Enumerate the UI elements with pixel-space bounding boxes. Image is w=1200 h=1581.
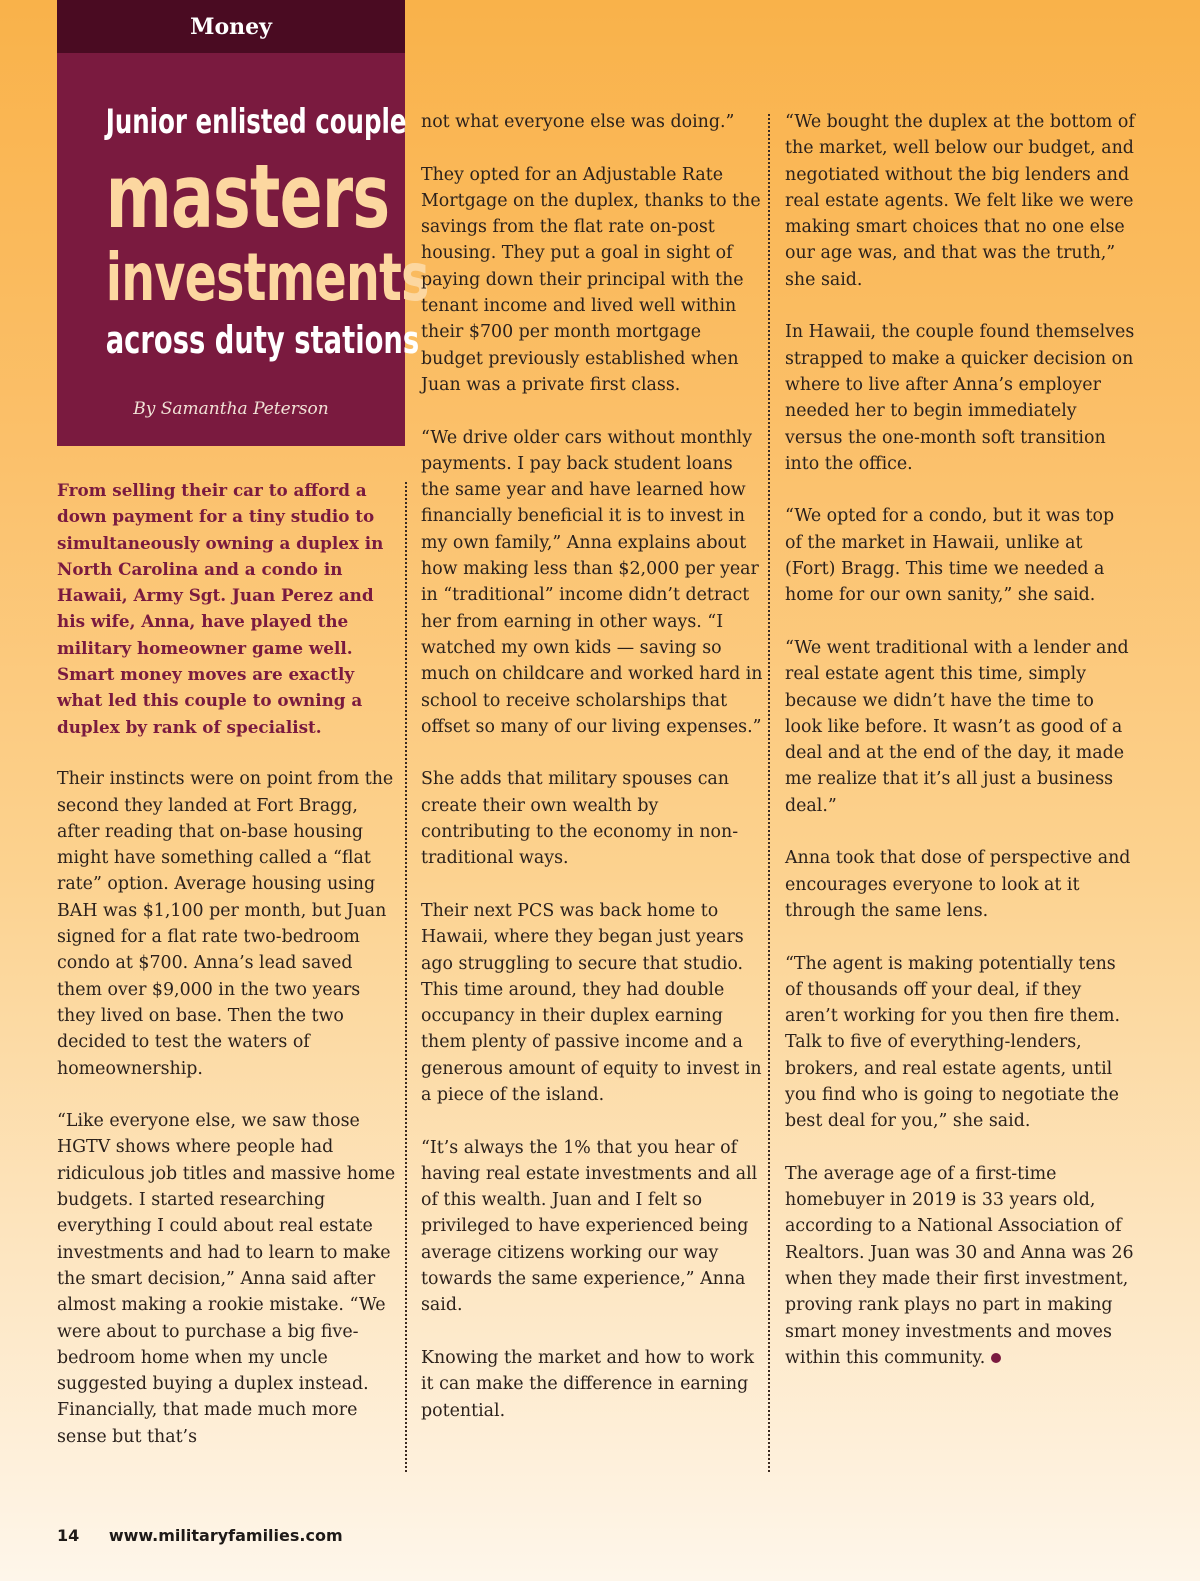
title-box	[57, 53, 429, 446]
body-paragraph: “The agent is making potentially tens of thousands off your deal, if they aren’t working for you then fire them. Talk to five of everything-lenders, brokers, and real estate agents, until you find who is going to negotiate the best deal for you,” she said.	[785, 953, 1121, 1132]
body-paragraph: “We went traditional with a lender and real estate agent this time, simply because we didn’t have the time to look like before. It wasn’t as good of a deal and at the end of the day, it made me realize that it’s all just a business deal.”	[785, 637, 1129, 816]
article-column-3	[785, 109, 1135, 1398]
headline-line-3: investments	[105, 239, 429, 316]
body-paragraph: In Hawaii, the couple found themselves strapped to make a quicker decision on where to live after Anna’s employer needed her to begin immediately versus the one-month soft transition into the office.	[785, 322, 1135, 474]
article-column-2	[421, 109, 766, 1450]
body-paragraph: “We opted for a condo, but it was top of the market in Hawaii, unlike at (Fort) Bragg. This time we needed a home for our own sanity,” she said.	[785, 506, 1115, 606]
body-paragraph: Their instincts were on point from the second they landed at Fort Bragg, after reading that on-base housing might have something called a “flat rate” option. Average housing using BAH was $1,100 per month, but Juan signed for a flat rate two-bedroom condo at $700. Anna’s lead saved them over $9,000 in the two years they lived on base. Then the two decided to test the waters of homeownership.	[57, 769, 394, 1079]
body-paragraph: “We bought the duplex at the bottom of the market, well below our budget, and negotiated without the big lenders and real estate agents. We felt like we were making smart choices that no one else our age was, and that was the truth,” she said.	[785, 112, 1135, 290]
page-footer	[57, 1526, 343, 1545]
column-divider	[768, 114, 770, 1472]
body-paragraph: Anna took that dose of perspective and encourages everyone to look at it through the same lens.	[785, 848, 1131, 921]
article-column-1	[57, 477, 402, 1476]
final-paragraph-text: The average age of a first-time homebuyer in 2019 is 33 years old, according to a National Association of Realtors. Juan was 30 and Anna was 26 when they made their first investment, proving rank plays no part in making smart money investments and moves within this community.	[785, 1163, 1134, 1368]
body-paragraph: “It’s always the 1% that you hear of having real estate investments and all of this wealth. Juan and I felt so privileged to have experienced being average citizens working our way towards the same experience,” Anna said.	[421, 1137, 758, 1316]
byline: By Samantha Peterson	[133, 399, 329, 419]
lede-paragraph: From selling their car to afford a down payment for a tiny studio to simultaneously owning a duplex in North Carolina and a condo in Hawaii, Army Sgt. Juan Perez and his wife, Anna, have played the military homeowner game well. Smart money moves are exactly what led this couple to owning a duplex by rank of specialist.	[57, 480, 384, 737]
body-paragraph: Their next PCS was back home to Hawaii, where they began just years ago struggling to secure that studio. This time around, they had double occupancy in their duplex earning them plenty of passive income and a generous amount of equity to invest in a piece of the island.	[421, 900, 762, 1105]
page-number: 14	[57, 1526, 80, 1545]
section-label: Money	[190, 13, 272, 40]
body-paragraph: Knowing the market and how to work it can make the difference in earning potential.	[421, 1347, 755, 1421]
final-paragraph	[785, 1161, 1135, 1371]
end-mark-icon	[991, 1353, 1001, 1363]
headline-line-1: Junior enlisted couple	[105, 102, 407, 142]
body-paragraph: They opted for an Adjustable Rate Mortgage on the duplex, thanks to the savings from the flat rate on-post housing. They put a goal in sight of paying down their principal with the tenant income and lived well within their $700 per month mortgage budget previously established when Juan was a private first class.	[421, 164, 761, 395]
section-tag	[57, 0, 405, 53]
body-paragraph: not what everyone else was doing.”	[421, 112, 735, 132]
column-divider	[405, 482, 407, 1472]
headline-line-4: across duty stations	[105, 318, 420, 362]
headline-line-2: masters	[105, 145, 390, 248]
body-paragraph: “We drive older cars without monthly payments. I pay back student loans the same year and have learned how financially beneficial it is to invest in my own family,” Anna explains about how making less than $2,000 per year in “traditional” income didn’t detract her from earning in other ways. “I watched my own kids — saving so much on childcare and worked hard in school to receive scholarships that offset so many of our living expenses.”	[421, 427, 763, 737]
body-paragraph: She adds that military spouses can create their own wealth by contributing to the economy in non-traditional ways.	[421, 769, 739, 869]
body-paragraph: “Like everyone else, we saw those HGTV shows where people had ridiculous job titles and massive home budgets. I started researching everything I could about real estate investments and had to learn to make the smart decision,” Anna said after almost making a rookie mistake. “We were about to purchase a big five-bedroom home when my uncle suggested buying a duplex instead. Financially, that made much more sense but that’s	[57, 1111, 396, 1447]
footer-url[interactable]: www.militaryfamilies.com	[108, 1526, 343, 1545]
